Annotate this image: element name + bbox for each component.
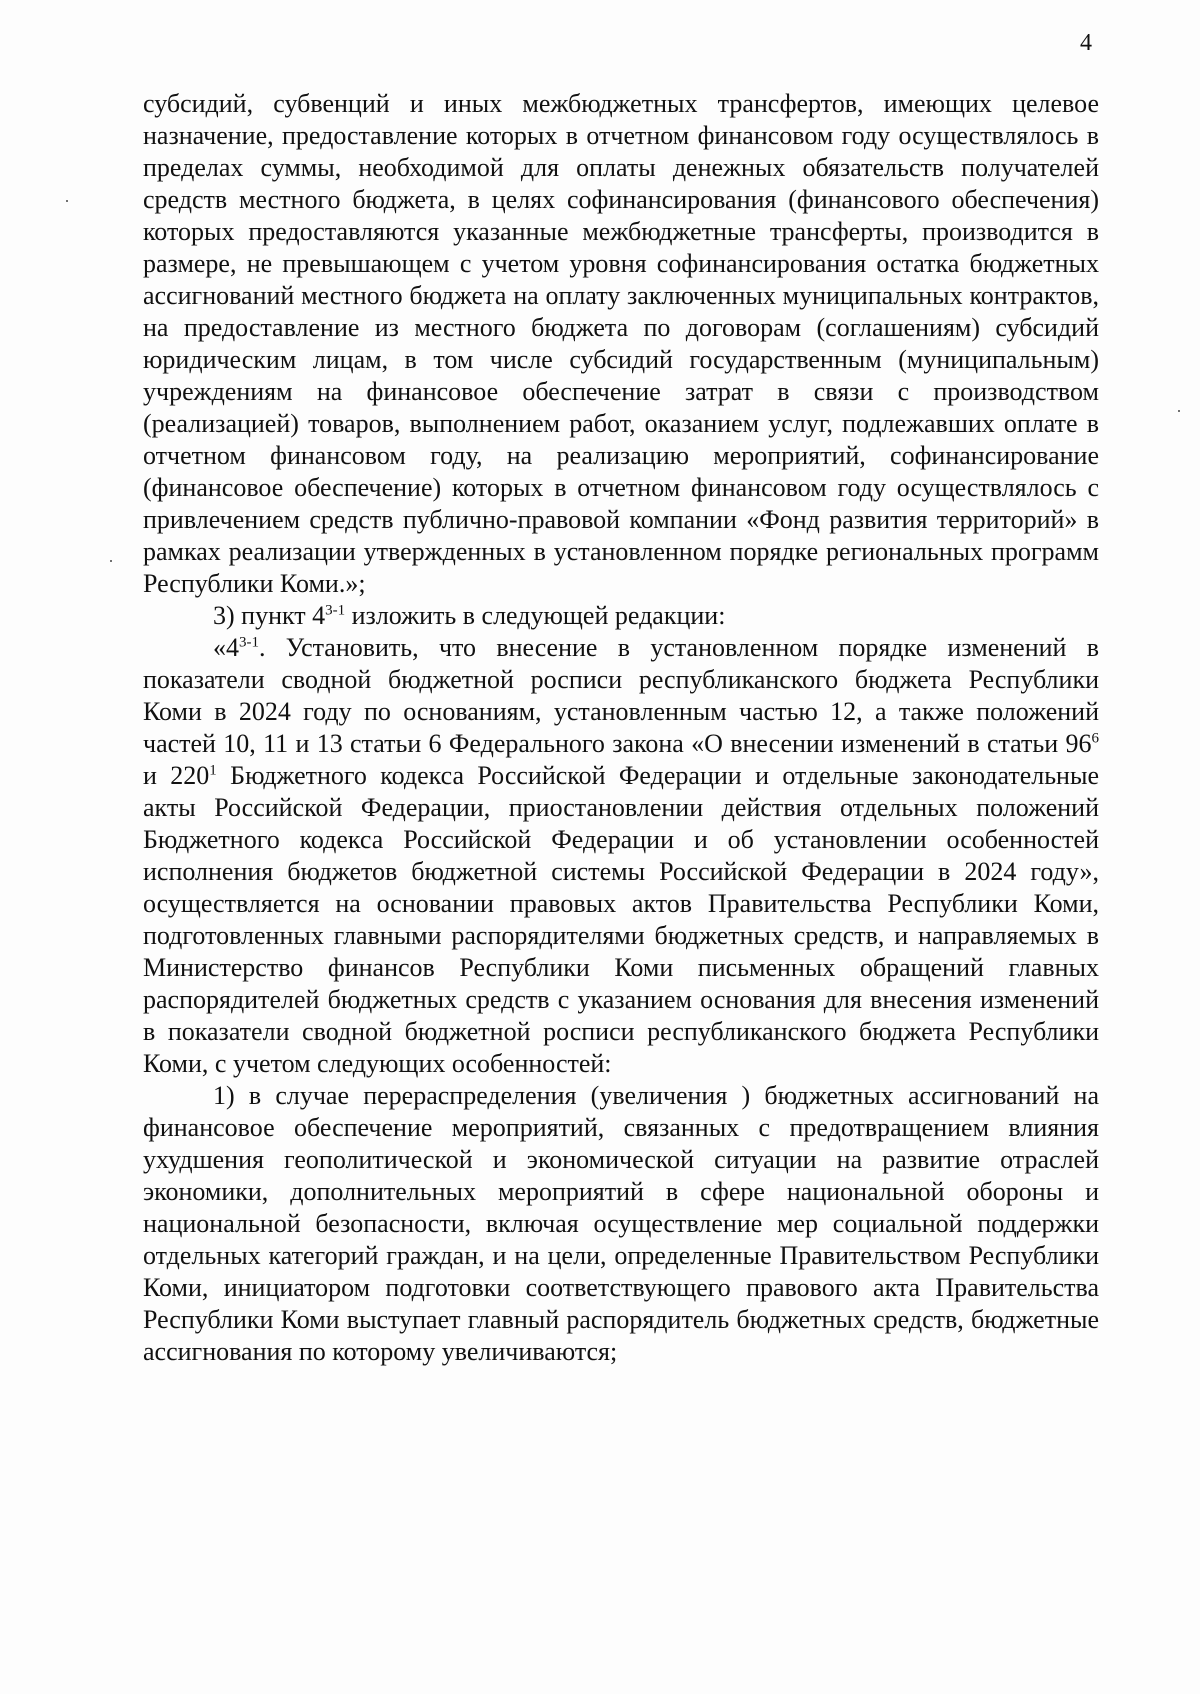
- item-3-text-a: 3) пункт 4: [213, 601, 326, 630]
- point-text-d: Бюджетного кодекса Российской Федерации и отдельные законодательные акты Российской Федерации, приостановлении действия отдельных положений Бюджетного кодекса Российской Федерации и об установлении особенностей исполнения бюджетов бюджетной системы Российской Федерации в 2024 году», осуществляется на основании правовых актов Правительства Республики Коми, подготовленных главными распорядителями бюджетных средств, и направляемых в Министерство финансов Республики Коми письменных обращений главных распорядителей бюджетных средств с указанием основания для внесения изменений в показатели сводной бюджетной росписи республиканского бюджета Республики Коми, с учетом следующих особенностей:: [143, 761, 1099, 1078]
- scan-speck: [1178, 410, 1180, 412]
- page-number: 4: [1080, 30, 1092, 56]
- point-text-a: «4: [213, 633, 239, 662]
- paragraph-point-4-3-1: [143, 632, 1099, 1080]
- point-superscript-2: 6: [1091, 730, 1099, 747]
- point-superscript-3: 1: [209, 762, 217, 779]
- scan-speck: [110, 560, 112, 562]
- point-superscript-1: 3-1: [239, 634, 259, 651]
- document-body: [143, 88, 1099, 1368]
- item-3-superscript: 3-1: [325, 602, 346, 619]
- item-3-text-b: изложить в следующей редакции:: [345, 601, 726, 630]
- point-text-b: . Установить, что внесение в установленном порядке изменений в показатели сводной бюджетной росписи республиканского бюджета Республики Коми в 2024 году по основаниям, установленным частью 12, а также положений частей 10, 11 и 13 статьи 6 Федерального закона «О внесении изменений в статьи 96: [143, 633, 1099, 758]
- paragraph-continuation: субсидий, субвенций и иных межбюджетных трансфертов, имеющих целевое назначение, предоставление которых в отчетном финансовом году осуществлялось в пределах суммы, необходимой для оплаты денежных обязательств получателей средств местного бюджета, в целях софинансирования (финансового обеспечения) которых предоставляются указанные межбюджетные трансферты, производится в размере, не превышающем с учетом уровня софинансирования остатка бюджетных ассигнований местного бюджета на оплату заключенных муниципальных контрактов, на предоставление из местного бюджета по договорам (соглашениям) субсидий юридическим лицам, в том числе субсидий государственным (муниципальным) учреждениям на финансовое обеспечение затрат в связи с производством (реализацией) товаров, выполнением работ, оказанием услуг, подлежавших оплате в отчетном финансовом году, на реализацию мероприятий, софинансирование (финансовое обеспечение) которых в отчетном финансовом году осуществлялось с привлечением средств публично-правовой компании «Фонд развития территорий» в рамках реализации утвержденных в установленном порядке региональных программ Республики Коми.»;: [143, 89, 1099, 598]
- paragraph-item-3: [143, 600, 1099, 632]
- paragraph-subitem-1: 1) в случае перераспределения (увеличения ) бюджетных ассигнований на финансовое обеспечение мероприятий, связанных с предотвращением влияния ухудшения геополитической и экономической ситуации на развитие отраслей экономики, дополнительных мероприятий в сфере национальной обороны и национальной безопасности, включая осуществление мер социальной поддержки отдельных категорий граждан, и на цели, определенные Правительством Республики Коми, инициатором подготовки соответствующего правового акта Правительства Республики Коми выступает главный распорядитель бюджетных средств, бюджетные ассигнования по которому увеличиваются;: [143, 1081, 1099, 1366]
- point-text-c: и 220: [143, 761, 210, 790]
- scan-speck: [66, 200, 68, 202]
